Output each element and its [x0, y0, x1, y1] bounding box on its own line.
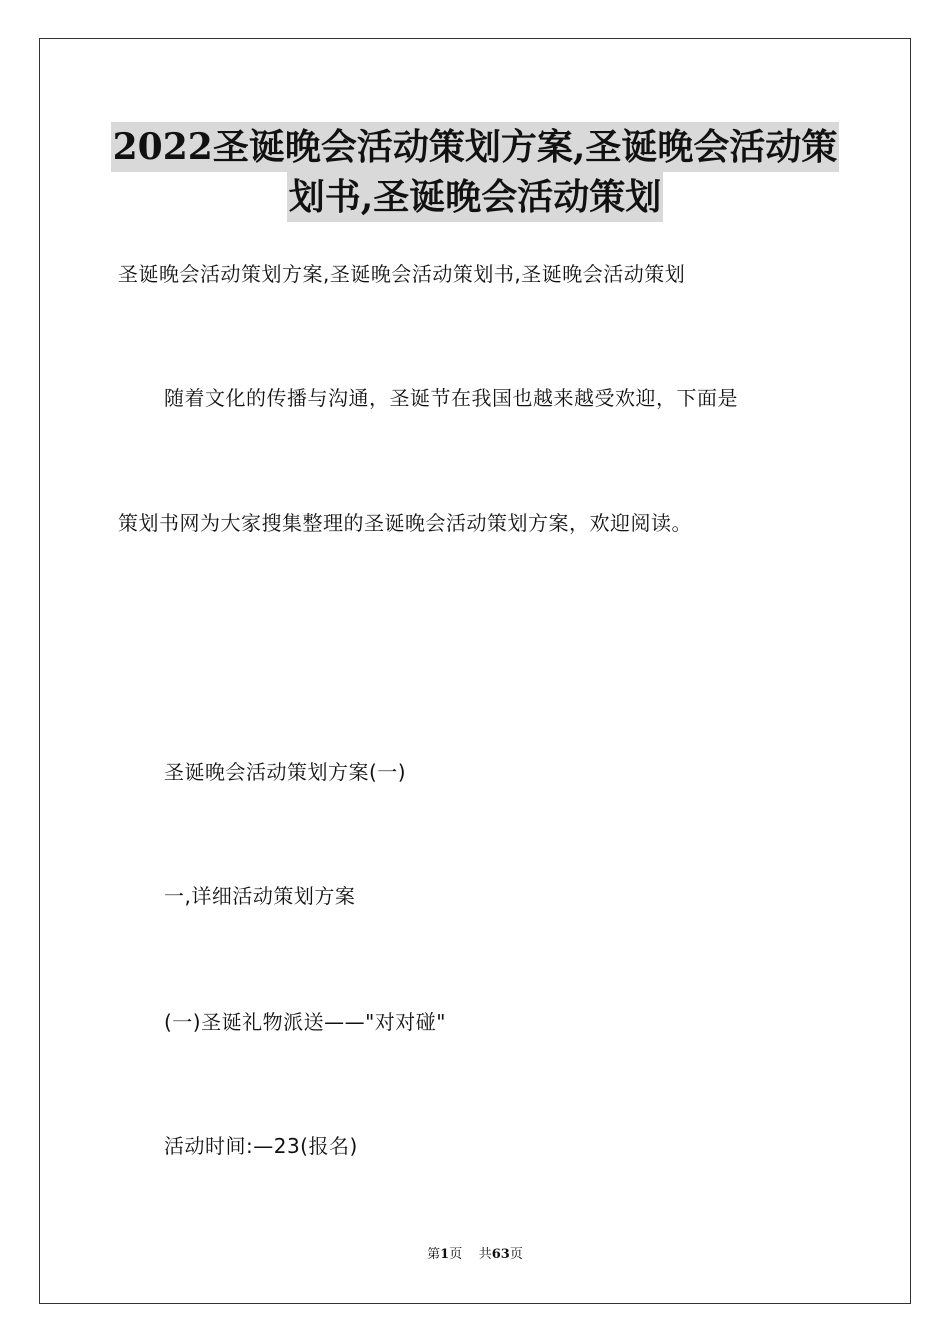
list-item-activity-time: 活动时间:—23(报名)	[164, 1134, 358, 1158]
footer-total-suffix: 页	[509, 1247, 523, 1262]
footer-page-suffix: 页	[449, 1247, 463, 1262]
page-border	[39, 38, 911, 1304]
section-heading: 圣诞晚会活动策划方案(一)	[164, 760, 407, 784]
intro-line-1: 随着文化的传播与沟通，圣诞节在我国也越来越受欢迎，下面是	[164, 386, 738, 410]
page-footer	[0, 1246, 950, 1264]
subtitle-text: 圣诞晚会活动策划方案,圣诞晚会活动策划书,圣诞晚会活动策划	[118, 262, 686, 286]
title-line-2: 划书,圣诞晚会活动策划	[287, 172, 664, 222]
footer-total-pages: 63	[491, 1247, 510, 1262]
title-line-1: 2022圣诞晚会活动策划方案,圣诞晚会活动策	[111, 122, 840, 172]
document-title	[60, 122, 890, 222]
footer-total-prefix: 共	[478, 1247, 492, 1262]
list-item-plan: 一,详细活动策划方案	[164, 884, 356, 908]
footer-page-prefix: 第	[427, 1247, 441, 1262]
list-item-gift-exchange: (一)圣诞礼物派送——"对对碰"	[164, 1010, 447, 1034]
footer-page-number: 1	[440, 1247, 450, 1262]
intro-line-2: 策划书网为大家搜集整理的圣诞晚会活动策划方案，欢迎阅读。	[118, 511, 692, 535]
